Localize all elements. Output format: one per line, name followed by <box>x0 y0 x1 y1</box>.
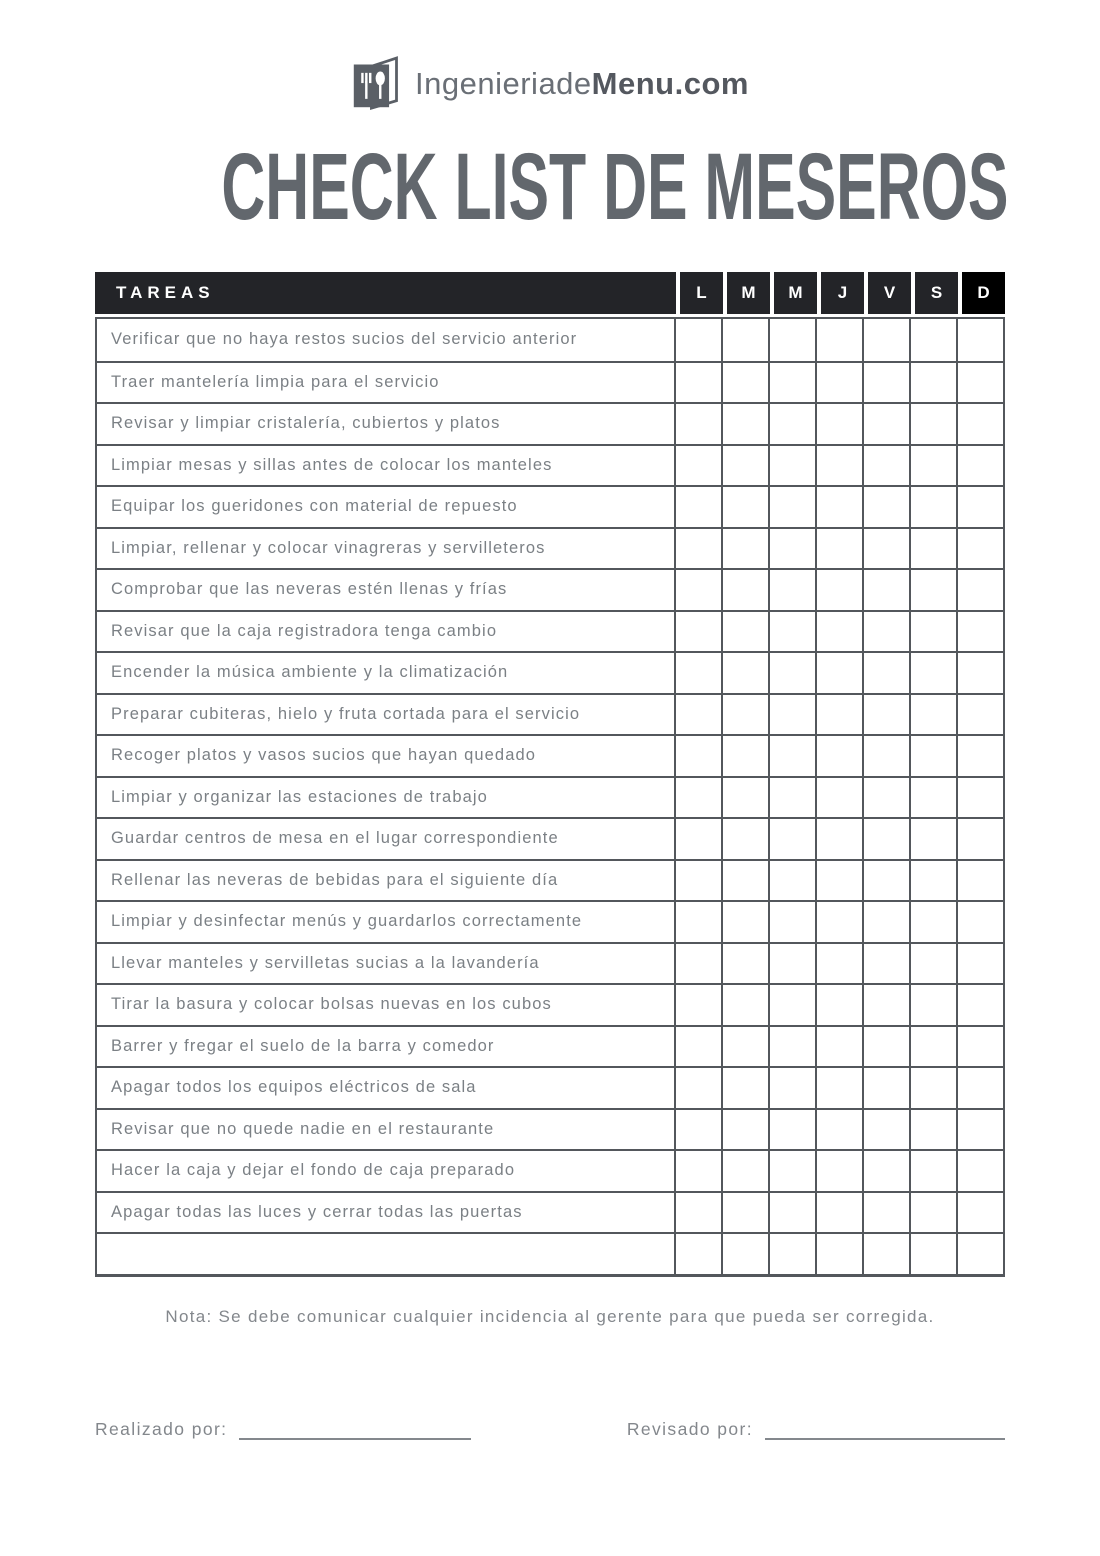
check-cell-friday[interactable] <box>862 1027 909 1067</box>
check-cell-tuesday[interactable] <box>721 1110 768 1150</box>
task-label: Encender la música ambiente y la climatización <box>111 663 509 682</box>
check-cell-monday[interactable] <box>674 778 721 818</box>
check-cell-sunday[interactable] <box>956 1027 1003 1067</box>
check-cell-monday[interactable] <box>674 319 721 361</box>
check-cell-sunday[interactable] <box>956 985 1003 1025</box>
logo-text-bold: Menu.com <box>591 66 749 101</box>
task-row <box>97 444 1003 486</box>
day-column-header-monday: L <box>676 272 723 314</box>
task-row <box>97 1191 1003 1233</box>
check-cell-sunday[interactable] <box>956 319 1003 361</box>
table-body <box>95 317 1005 1277</box>
check-cell-wednesday[interactable] <box>768 778 815 818</box>
check-cell-friday[interactable] <box>862 612 909 652</box>
check-cell-thursday[interactable] <box>815 653 862 693</box>
realizado-label: Realizado por: <box>95 1419 228 1439</box>
check-cell-wednesday[interactable] <box>768 1151 815 1191</box>
task-row <box>97 859 1003 901</box>
check-cell-saturday[interactable] <box>909 736 956 776</box>
check-cell-sunday[interactable] <box>956 861 1003 901</box>
task-label: Tirar la basura y colocar bolsas nuevas en los cubos <box>111 995 552 1014</box>
check-cell-tuesday[interactable] <box>721 487 768 527</box>
check-cell-saturday[interactable] <box>909 985 956 1025</box>
check-cell-thursday[interactable] <box>815 404 862 444</box>
task-label: Equipar los gueridones con material de repuesto <box>111 497 518 516</box>
check-cell-sunday[interactable] <box>956 1151 1003 1191</box>
check-cell-saturday[interactable] <box>909 1068 956 1108</box>
check-cell-wednesday[interactable] <box>768 695 815 735</box>
check-cell-sunday[interactable] <box>956 612 1003 652</box>
check-cell-wednesday[interactable] <box>768 985 815 1025</box>
check-cell-saturday[interactable] <box>909 446 956 486</box>
check-cell-friday[interactable] <box>862 487 909 527</box>
check-cell-thursday[interactable] <box>815 861 862 901</box>
check-cell-thursday[interactable] <box>815 1151 862 1191</box>
task-label: Barrer y fregar el suelo de la barra y comedor <box>111 1036 495 1055</box>
check-cell-friday[interactable] <box>862 819 909 859</box>
check-cell-monday[interactable] <box>674 1027 721 1067</box>
check-cell-friday[interactable] <box>862 944 909 984</box>
check-cell-saturday[interactable] <box>909 778 956 818</box>
task-label: Preparar cubiteras, hielo y fruta cortada para el servicio <box>111 704 581 723</box>
check-cell-thursday[interactable] <box>815 1193 862 1233</box>
check-cell-wednesday[interactable] <box>768 363 815 403</box>
check-cell-friday[interactable] <box>862 861 909 901</box>
check-cell-thursday[interactable] <box>815 944 862 984</box>
check-cell-tuesday[interactable] <box>721 902 768 942</box>
check-cell-sunday[interactable] <box>956 446 1003 486</box>
check-cell-tuesday[interactable] <box>721 653 768 693</box>
check-cell-monday[interactable] <box>674 363 721 403</box>
check-cell-tuesday[interactable] <box>721 695 768 735</box>
check-cell-sunday[interactable] <box>956 1234 1003 1274</box>
check-cell-friday[interactable] <box>862 985 909 1025</box>
task-row <box>97 734 1003 776</box>
check-cell-wednesday[interactable] <box>768 1193 815 1233</box>
check-cell-tuesday[interactable] <box>721 1234 768 1274</box>
check-cell-sunday[interactable] <box>956 736 1003 776</box>
check-cell-monday[interactable] <box>674 1151 721 1191</box>
check-cell-sunday[interactable] <box>956 695 1003 735</box>
task-row <box>97 1149 1003 1191</box>
task-label: Rellenar las neveras de bebidas para el siguiente día <box>111 870 559 889</box>
task-row <box>97 402 1003 444</box>
tasks-column-header: TAREAS <box>95 272 676 314</box>
check-cell-friday[interactable] <box>862 446 909 486</box>
task-label: Limpiar mesas y sillas antes de colocar los manteles <box>111 455 553 474</box>
check-cell-monday[interactable] <box>674 985 721 1025</box>
task-row <box>97 319 1003 361</box>
check-cell-friday[interactable] <box>862 695 909 735</box>
check-cell-friday[interactable] <box>862 1110 909 1150</box>
day-column-header-saturday: S <box>911 272 958 314</box>
check-cell-wednesday[interactable] <box>768 404 815 444</box>
day-column-header-sunday: D <box>958 272 1005 314</box>
day-column-header-tuesday: M <box>723 272 770 314</box>
check-cell-wednesday[interactable] <box>768 819 815 859</box>
check-cell-saturday[interactable] <box>909 1110 956 1150</box>
task-row <box>97 693 1003 735</box>
check-cell-sunday[interactable] <box>956 570 1003 610</box>
task-row <box>97 527 1003 569</box>
check-cell-friday[interactable] <box>862 778 909 818</box>
check-cell-saturday[interactable] <box>909 653 956 693</box>
check-cell-sunday[interactable] <box>956 1068 1003 1108</box>
check-cell-tuesday[interactable] <box>721 1027 768 1067</box>
check-cell-sunday[interactable] <box>956 529 1003 569</box>
table-header-row <box>95 272 1005 314</box>
check-cell-wednesday[interactable] <box>768 612 815 652</box>
check-cell-saturday[interactable] <box>909 570 956 610</box>
check-cell-thursday[interactable] <box>815 985 862 1025</box>
check-cell-tuesday[interactable] <box>721 1151 768 1191</box>
task-label: Revisar que la caja registradora tenga cambio <box>111 621 498 640</box>
check-cell-monday[interactable] <box>674 570 721 610</box>
check-cell-tuesday[interactable] <box>721 319 768 361</box>
check-cell-tuesday[interactable] <box>721 404 768 444</box>
check-cell-thursday[interactable] <box>815 819 862 859</box>
check-cell-thursday[interactable] <box>815 529 862 569</box>
task-row <box>97 361 1003 403</box>
task-label <box>97 1234 674 1274</box>
check-cell-monday[interactable] <box>674 819 721 859</box>
task-row <box>97 1025 1003 1067</box>
check-cell-thursday[interactable] <box>815 1027 862 1067</box>
check-cell-wednesday[interactable] <box>768 487 815 527</box>
check-cell-saturday[interactable] <box>909 319 956 361</box>
check-cell-wednesday[interactable] <box>768 319 815 361</box>
check-cell-monday[interactable] <box>674 944 721 984</box>
check-cell-wednesday[interactable] <box>768 1027 815 1067</box>
check-cell-thursday[interactable] <box>815 446 862 486</box>
check-cell-wednesday[interactable] <box>768 1068 815 1108</box>
check-cell-saturday[interactable] <box>909 1193 956 1233</box>
check-cell-saturday[interactable] <box>909 487 956 527</box>
check-cell-monday[interactable] <box>674 612 721 652</box>
check-cell-thursday[interactable] <box>815 570 862 610</box>
check-cell-monday[interactable] <box>674 404 721 444</box>
check-cell-friday[interactable] <box>862 1068 909 1108</box>
check-cell-tuesday[interactable] <box>721 944 768 984</box>
task-row <box>97 485 1003 527</box>
check-cell-thursday[interactable] <box>815 319 862 361</box>
check-cell-monday[interactable] <box>674 1234 721 1274</box>
check-cell-friday[interactable] <box>862 653 909 693</box>
check-cell-wednesday[interactable] <box>768 529 815 569</box>
check-cell-wednesday[interactable] <box>768 653 815 693</box>
day-column-header-thursday: J <box>817 272 864 314</box>
check-cell-thursday[interactable] <box>815 695 862 735</box>
check-cell-sunday[interactable] <box>956 487 1003 527</box>
task-row <box>97 1232 1003 1274</box>
check-cell-friday[interactable] <box>862 902 909 942</box>
task-label: Traer mantelería limpia para el servicio <box>111 372 440 391</box>
check-cell-monday[interactable] <box>674 653 721 693</box>
check-cell-sunday[interactable] <box>956 819 1003 859</box>
check-cell-sunday[interactable] <box>956 653 1003 693</box>
task-row <box>97 817 1003 859</box>
check-cell-friday[interactable] <box>862 1193 909 1233</box>
check-cell-thursday[interactable] <box>815 1110 862 1150</box>
check-cell-sunday[interactable] <box>956 404 1003 444</box>
check-cell-thursday[interactable] <box>815 902 862 942</box>
day-column-header-friday: V <box>864 272 911 314</box>
check-cell-tuesday[interactable] <box>721 778 768 818</box>
logo <box>0 48 1100 120</box>
check-cell-wednesday[interactable] <box>768 902 815 942</box>
task-row <box>97 1066 1003 1108</box>
task-row <box>97 1108 1003 1150</box>
check-cell-monday[interactable] <box>674 861 721 901</box>
checklist-table <box>95 272 1005 1277</box>
check-cell-monday[interactable] <box>674 736 721 776</box>
check-cell-saturday[interactable] <box>909 612 956 652</box>
realizado-signature-line[interactable] <box>239 1418 471 1440</box>
page-title: CHECK LIST DE MESEROS <box>221 134 1009 240</box>
check-cell-friday[interactable] <box>862 570 909 610</box>
task-label: Limpiar, rellenar y colocar vinagreras y servilleteros <box>111 538 546 557</box>
task-row <box>97 651 1003 693</box>
task-row <box>97 942 1003 984</box>
check-cell-thursday[interactable] <box>815 736 862 776</box>
check-cell-saturday[interactable] <box>909 902 956 942</box>
check-cell-tuesday[interactable] <box>721 363 768 403</box>
check-cell-thursday[interactable] <box>815 363 862 403</box>
task-label: Guardar centros de mesa en el lugar correspondiente <box>111 829 559 848</box>
task-row <box>97 983 1003 1025</box>
check-cell-monday[interactable] <box>674 1110 721 1150</box>
logo-text <box>415 66 749 102</box>
revisado-signature <box>627 1418 1005 1440</box>
check-cell-friday[interactable] <box>862 1234 909 1274</box>
check-cell-thursday[interactable] <box>815 778 862 818</box>
check-cell-monday[interactable] <box>674 487 721 527</box>
check-cell-thursday[interactable] <box>815 1068 862 1108</box>
check-cell-monday[interactable] <box>674 446 721 486</box>
task-label: Limpiar y organizar las estaciones de trabajo <box>111 787 488 806</box>
check-cell-monday[interactable] <box>674 1068 721 1108</box>
task-row <box>97 610 1003 652</box>
check-cell-monday[interactable] <box>674 695 721 735</box>
check-cell-tuesday[interactable] <box>721 736 768 776</box>
check-cell-wednesday[interactable] <box>768 1110 815 1150</box>
check-cell-tuesday[interactable] <box>721 985 768 1025</box>
check-cell-monday[interactable] <box>674 529 721 569</box>
day-column-header-wednesday: M <box>770 272 817 314</box>
check-cell-thursday[interactable] <box>815 612 862 652</box>
check-cell-wednesday[interactable] <box>768 736 815 776</box>
task-label: Hacer la caja y dejar el fondo de caja preparado <box>111 1161 516 1180</box>
check-cell-saturday[interactable] <box>909 695 956 735</box>
task-label: Recoger platos y vasos sucios que hayan quedado <box>111 746 537 765</box>
check-cell-sunday[interactable] <box>956 778 1003 818</box>
note-text: Nota: Se debe comunicar cualquier incidencia al gerente para que pueda ser corregida. <box>165 1307 935 1326</box>
check-cell-saturday[interactable] <box>909 861 956 901</box>
check-cell-saturday[interactable] <box>909 404 956 444</box>
task-label: Verificar que no haya restos sucios del servicio anterior <box>111 330 578 349</box>
realizado-signature <box>95 1418 471 1440</box>
check-cell-tuesday[interactable] <box>721 612 768 652</box>
check-cell-friday[interactable] <box>862 404 909 444</box>
task-label: Revisar que no quede nadie en el restaurante <box>111 1119 495 1138</box>
check-cell-wednesday[interactable] <box>768 570 815 610</box>
check-cell-tuesday[interactable] <box>721 570 768 610</box>
logo-text-light: Ingenieriade <box>415 66 592 101</box>
check-cell-tuesday[interactable] <box>721 1068 768 1108</box>
revisado-label: Revisado por: <box>626 1419 753 1439</box>
check-cell-friday[interactable] <box>862 363 909 403</box>
check-cell-monday[interactable] <box>674 902 721 942</box>
check-cell-tuesday[interactable] <box>721 446 768 486</box>
check-cell-friday[interactable] <box>862 1151 909 1191</box>
check-cell-sunday[interactable] <box>956 1193 1003 1233</box>
menu-fork-spoon-icon <box>351 52 403 116</box>
check-cell-sunday[interactable] <box>956 902 1003 942</box>
revisado-signature-line[interactable] <box>765 1418 1005 1440</box>
check-cell-monday[interactable] <box>674 1193 721 1233</box>
check-cell-sunday[interactable] <box>956 1110 1003 1150</box>
check-cell-sunday[interactable] <box>956 944 1003 984</box>
check-cell-tuesday[interactable] <box>721 1193 768 1233</box>
check-cell-wednesday[interactable] <box>768 861 815 901</box>
check-cell-saturday[interactable] <box>909 1234 956 1274</box>
task-row <box>97 900 1003 942</box>
check-cell-tuesday[interactable] <box>721 529 768 569</box>
check-cell-thursday[interactable] <box>815 487 862 527</box>
check-cell-sunday[interactable] <box>956 363 1003 403</box>
task-label: Revisar y limpiar cristalería, cubiertos y platos <box>111 414 501 433</box>
check-cell-saturday[interactable] <box>909 819 956 859</box>
check-cell-wednesday[interactable] <box>768 446 815 486</box>
task-label: Limpiar y desinfectar menús y guardarlos correctamente <box>111 912 583 931</box>
check-cell-wednesday[interactable] <box>768 944 815 984</box>
check-cell-friday[interactable] <box>862 319 909 361</box>
check-cell-tuesday[interactable] <box>721 861 768 901</box>
check-cell-saturday[interactable] <box>909 1027 956 1067</box>
task-label: Llevar manteles y servilletas sucias a la lavandería <box>111 953 540 972</box>
task-row <box>97 776 1003 818</box>
task-label: Apagar todas las luces y cerrar todas las puertas <box>111 1202 523 1221</box>
check-cell-friday[interactable] <box>862 529 909 569</box>
check-cell-friday[interactable] <box>862 736 909 776</box>
check-cell-wednesday[interactable] <box>768 1234 815 1274</box>
check-cell-saturday[interactable] <box>909 944 956 984</box>
check-cell-saturday[interactable] <box>909 1151 956 1191</box>
signature-section <box>95 1418 1005 1440</box>
check-cell-tuesday[interactable] <box>721 819 768 859</box>
task-label: Comprobar que las neveras estén llenas y frías <box>111 580 508 599</box>
task-row <box>97 568 1003 610</box>
check-cell-saturday[interactable] <box>909 363 956 403</box>
task-label: Apagar todos los equipos eléctricos de sala <box>111 1078 477 1097</box>
check-cell-saturday[interactable] <box>909 529 956 569</box>
check-cell-thursday[interactable] <box>815 1234 862 1274</box>
